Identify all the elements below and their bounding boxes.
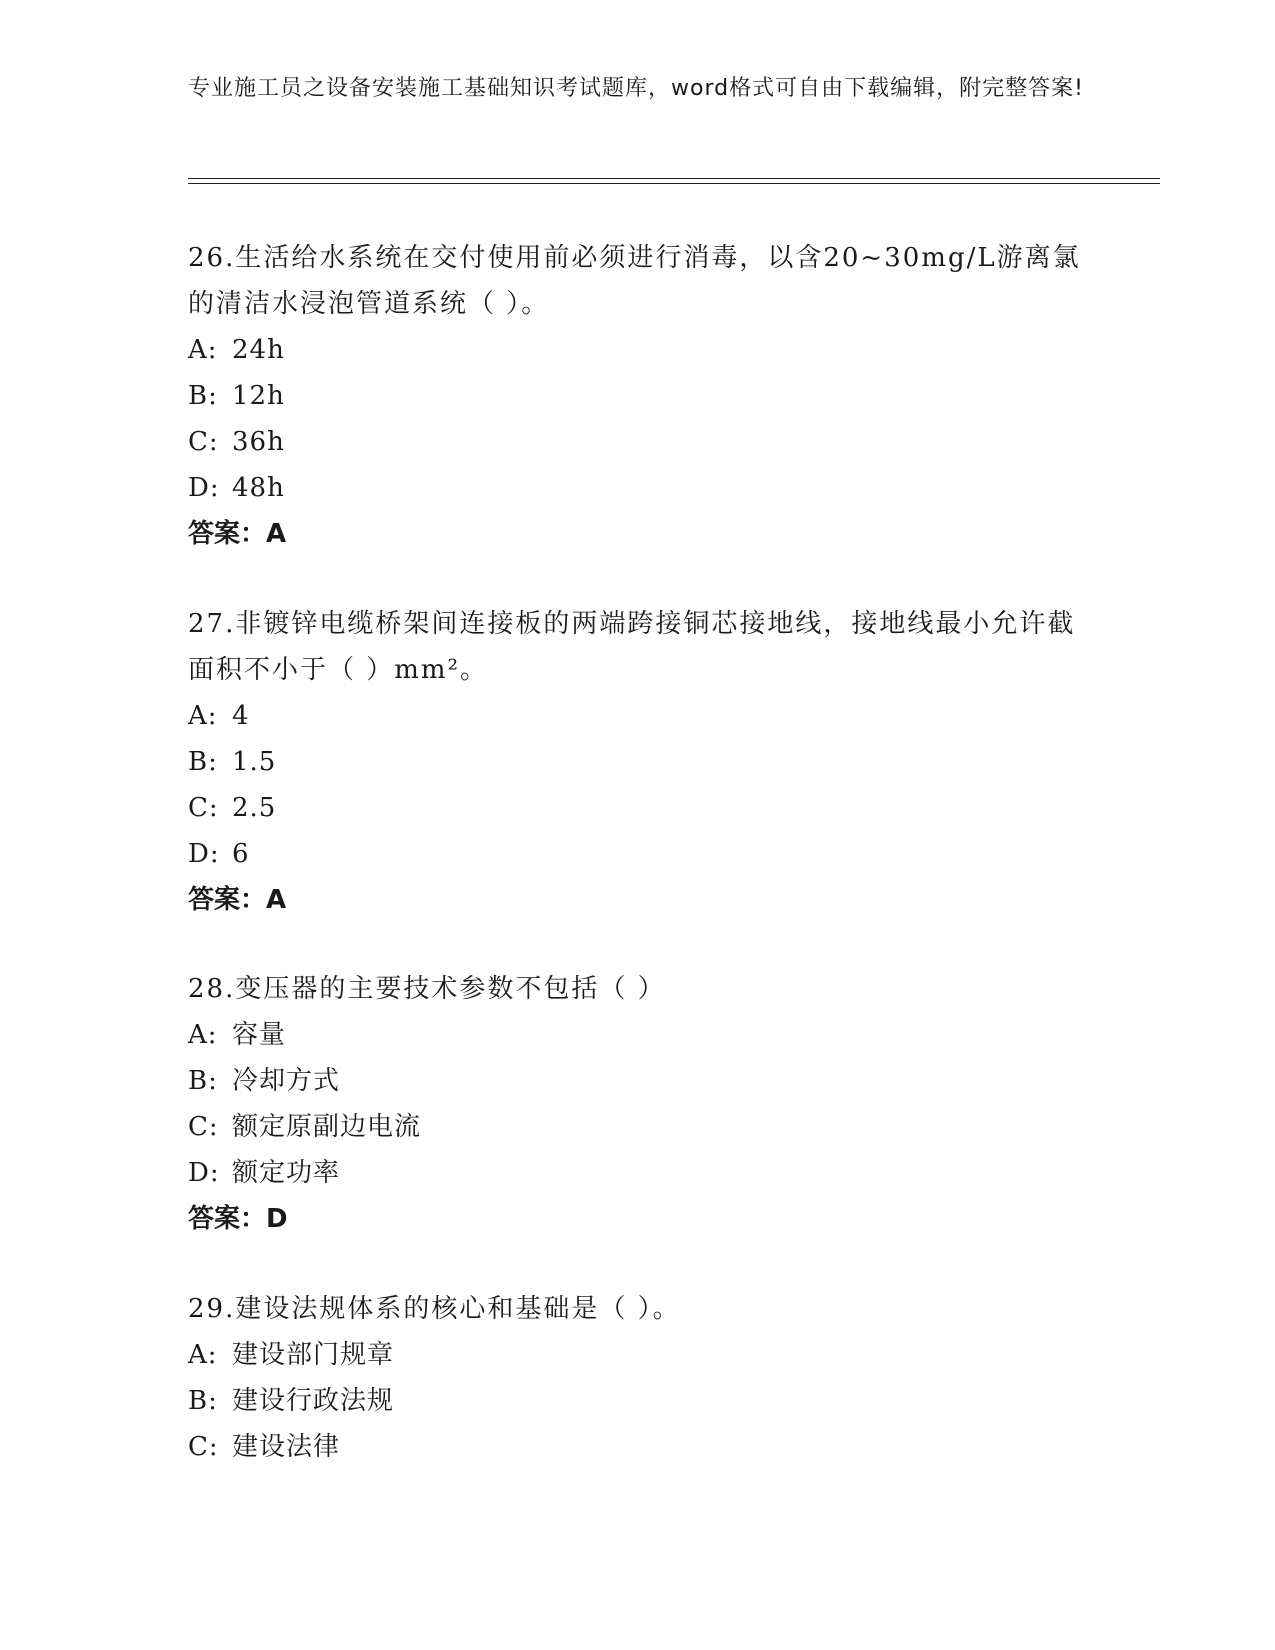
option-text: 额定功率 [232,1158,341,1188]
option-label: A: [188,1340,218,1370]
option-d [188,1150,1088,1196]
option-a [188,1012,1088,1058]
question-26 [188,235,1088,557]
option-b [188,1058,1088,1104]
option-text: 额定原副边电流 [232,1112,422,1142]
option-c [188,1424,1088,1470]
option-c [188,785,1088,831]
option-text: 容量 [232,1020,287,1050]
option-c [188,1104,1088,1150]
header-divider-bottom [188,183,1160,184]
header-divider-top [188,178,1160,179]
question-stem: 27.非镀锌电缆桥架间连接板的两端跨接铜芯接地线，接地线最小允许截面积不小于（ ）mm²。 [188,609,1076,685]
option-label: C: [188,1112,219,1142]
option-b [188,739,1088,785]
option-c [188,419,1088,465]
option-text: 6 [232,839,250,869]
option-label: B: [188,747,218,777]
question-29 [188,1286,1088,1470]
option-d [188,465,1088,511]
option-text: 2.5 [232,793,277,823]
question-28 [188,966,1088,1242]
option-text: 36h [232,427,285,457]
option-label: D: [188,839,220,869]
option-text: 建设法律 [232,1432,341,1462]
document-header: 专业施工员之设备安装施工基础知识考试题库，word格式可自由下载编辑，附完整答案! [188,76,1084,101]
option-text: 48h [232,473,285,503]
option-text: 4 [232,701,250,731]
option-text: 1.5 [232,747,277,777]
option-label: C: [188,793,219,823]
option-label: C: [188,427,219,457]
question-stem: 26.生活给水系统在交付使用前必须进行消毒，以含20~30mg/L游离氯的清洁水浸泡管道系统（ ）。 [188,243,1081,319]
option-a [188,327,1088,373]
question-27 [188,601,1088,923]
option-text: 12h [232,381,285,411]
option-a [188,693,1088,739]
option-label: C: [188,1432,219,1462]
option-label: A: [188,1020,218,1050]
answer-line: 答案：A [188,885,287,915]
answer-line: 答案：A [188,519,287,549]
option-label: A: [188,701,218,731]
option-label: A: [188,335,218,365]
option-b [188,1378,1088,1424]
option-b [188,373,1088,419]
question-stem: 29.建设法规体系的核心和基础是（ ）。 [188,1294,681,1324]
option-label: D: [188,473,220,503]
option-text: 建设部门规章 [232,1340,395,1370]
option-label: D: [188,1158,220,1188]
option-text: 建设行政法规 [232,1386,395,1416]
option-text: 24h [232,335,285,365]
option-label: B: [188,1386,218,1416]
answer-line: 答案：D [188,1204,288,1234]
option-text: 冷却方式 [232,1066,341,1096]
option-label: B: [188,1066,218,1096]
question-stem: 28.变压器的主要技术参数不包括（ ） [188,974,666,1004]
option-label: B: [188,381,218,411]
option-d [188,831,1088,877]
option-a [188,1332,1088,1378]
